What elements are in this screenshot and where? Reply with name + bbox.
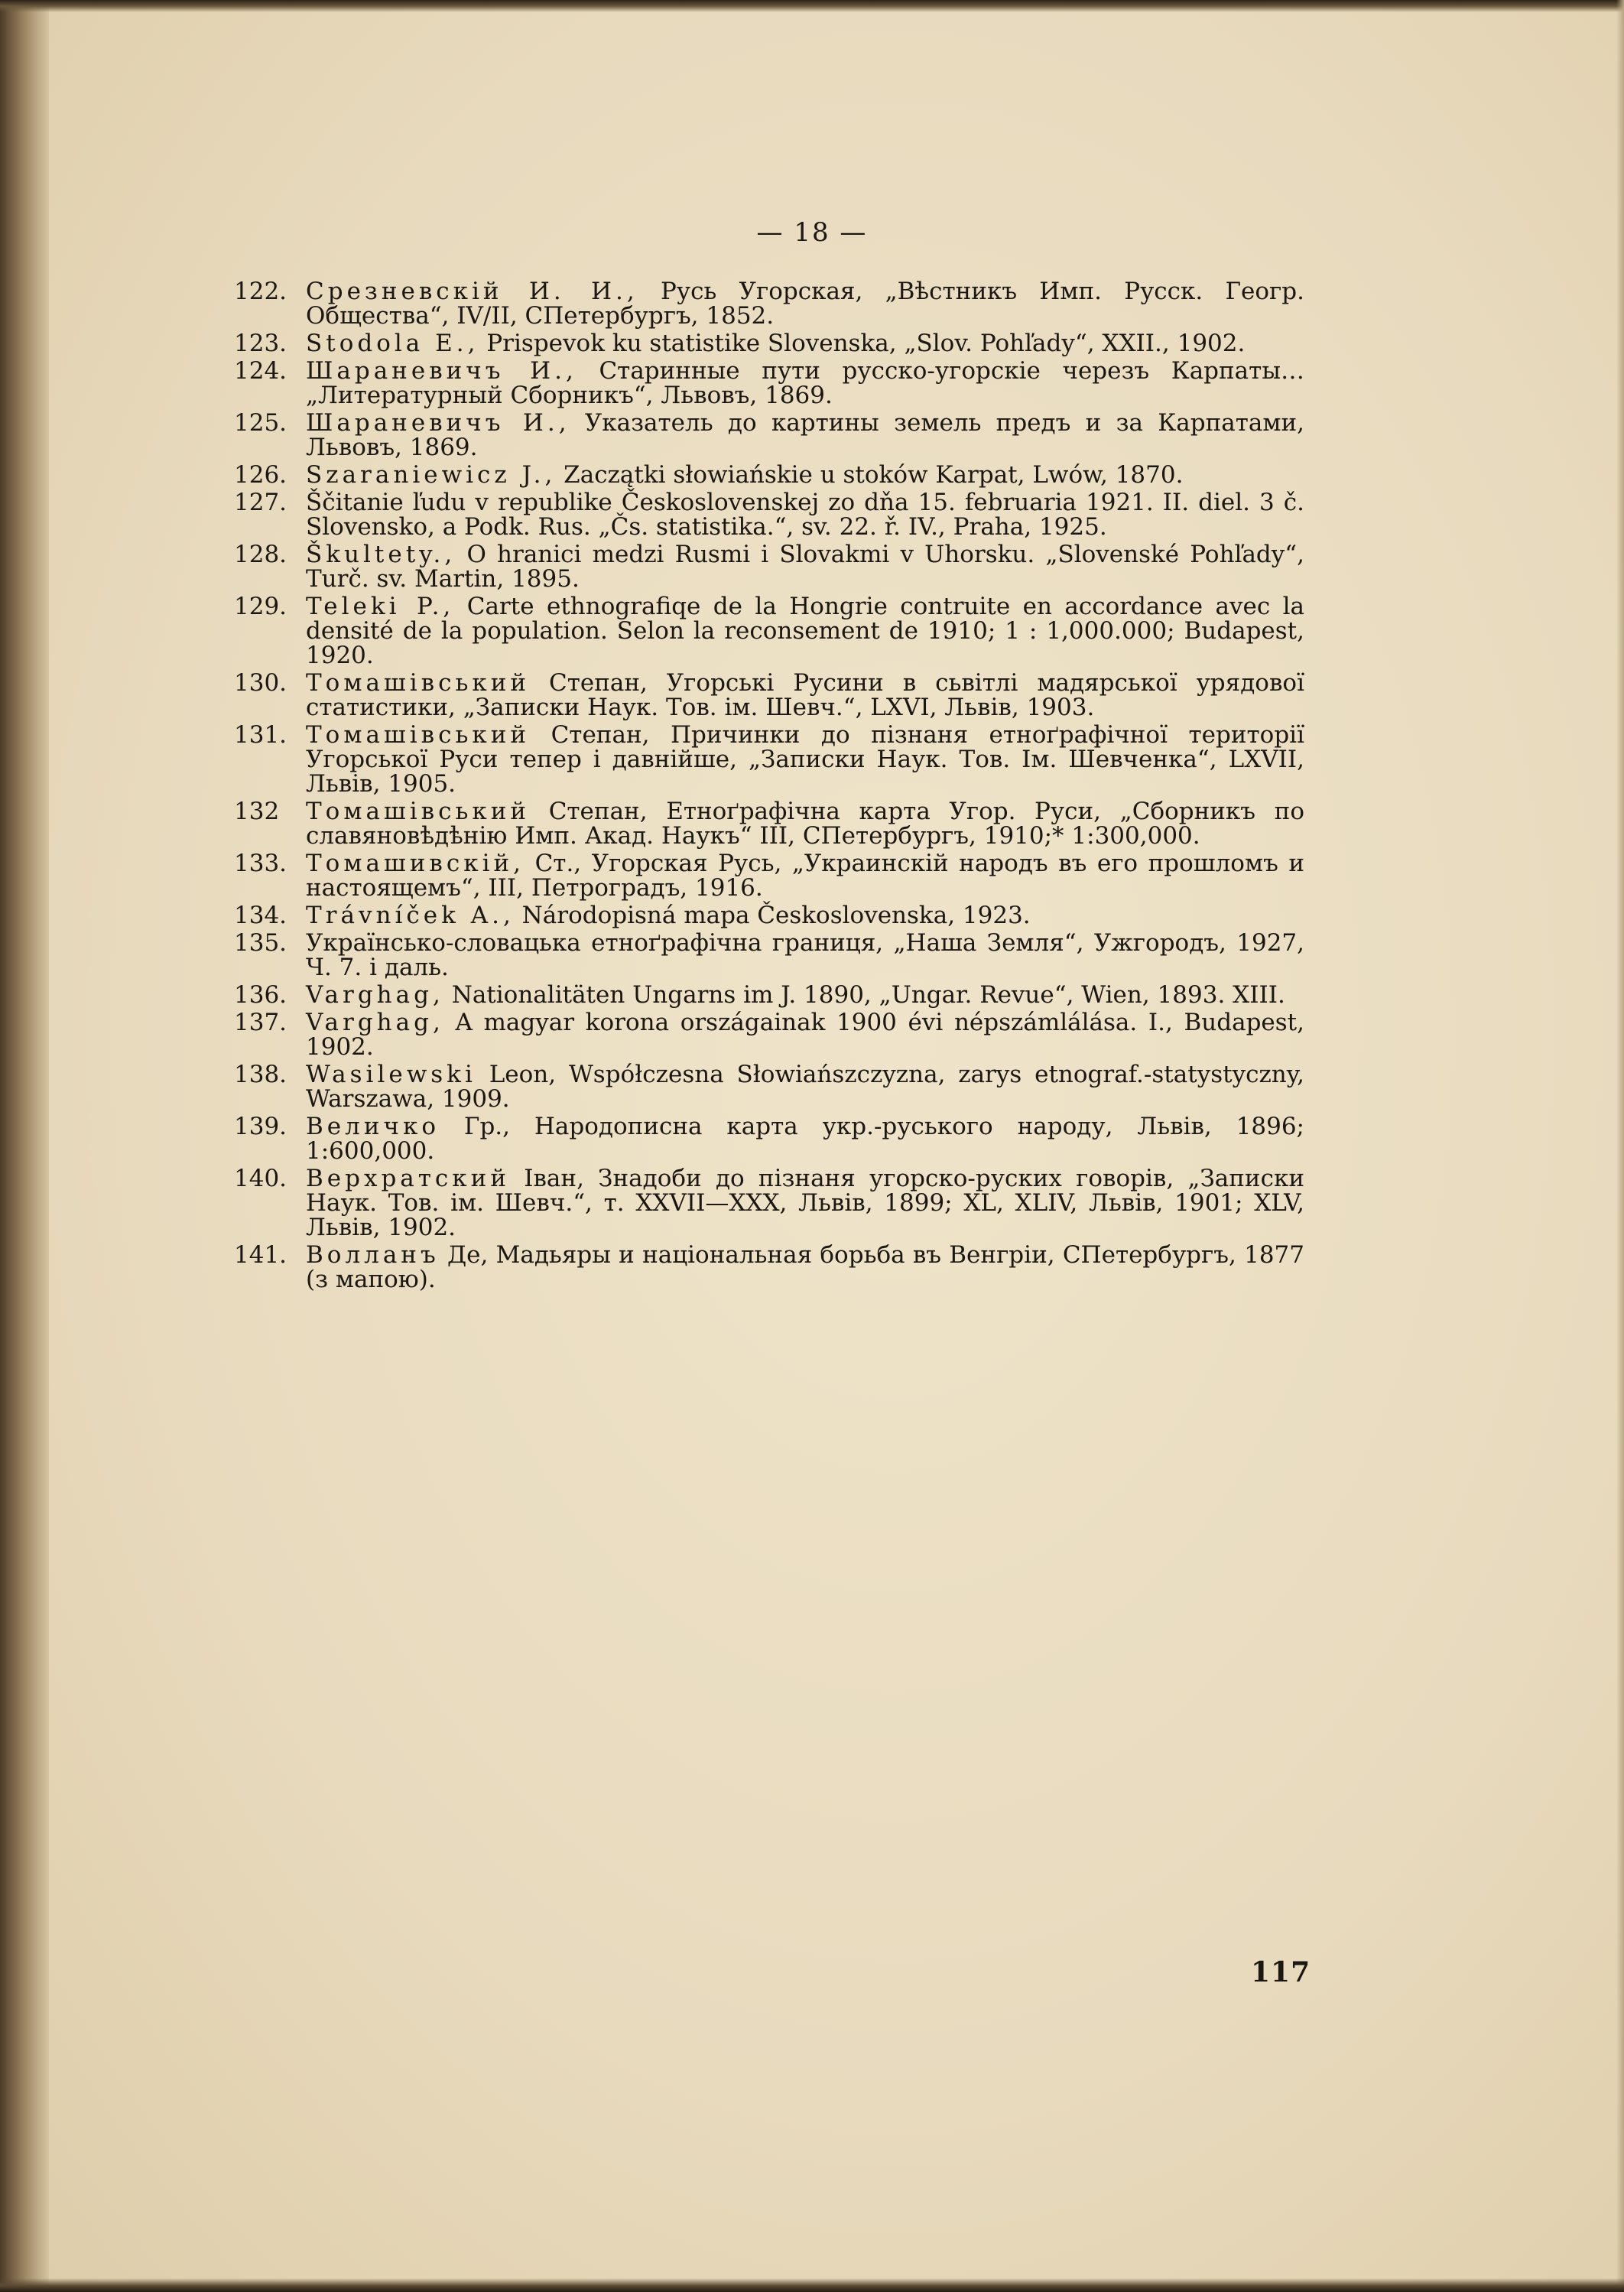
entry-number: 128.: [234, 541, 287, 568]
page-right-edge: [1616, 0, 1624, 2292]
entry-text: Zaczątki słowiańskie u stoków Karpat, Lwów, 1870.: [556, 461, 1184, 489]
entry-author: Szaraniewicz J.,: [306, 461, 557, 489]
bibliography-entry-126: [234, 463, 1304, 487]
entry-number: 131.: [234, 721, 287, 749]
entry-text: Národopisná mapa Československa, 1923.: [514, 902, 1031, 929]
bibliography-entry-128: [234, 542, 1304, 591]
entry-text: Іван, Знадоби до пізнаня угорско-руских говорів, „Записки Наук. Тов. ім. Шевч.“, т. XXVII—XXX, Львів, 1899; XL, XLIV, Львів, 1901; XLV, Львів, 1902.: [306, 1165, 1304, 1241]
bibliography-entry-125: [234, 411, 1304, 460]
entry-number: 129.: [234, 593, 287, 620]
entry-number: 141.: [234, 1241, 287, 1269]
bibliography-entry-132: [234, 799, 1304, 848]
bibliography-entry-133: [234, 851, 1304, 900]
entry-text: Carte ethnografiqe de la Hongrie contruite en accordance avec la densité de la population. Selon la reconsement de 1910; 1 : 1,000.000; Budapest, 1920.: [306, 593, 1304, 669]
entry-number: 124.: [234, 357, 287, 385]
entry-text: Старинные пути русско-угорскіе черезъ Карпаты… „Литературный Сборникъ“, Львовъ, 1869.: [306, 357, 1304, 409]
page-gutter-shadow: [0, 0, 49, 2292]
page-number: 117: [1251, 1956, 1311, 1988]
bibliography-entry-137: [234, 1010, 1304, 1059]
entry-number: 136.: [234, 981, 287, 1009]
bibliography-entry-122: [234, 279, 1304, 328]
bibliography-entry-134: [234, 903, 1304, 928]
bibliography-entry-130: [234, 671, 1304, 720]
entry-number: 132: [234, 798, 280, 825]
entry-text: Ст., Угорская Русь, „Украинскій народъ въ его прошломъ и настоящемъ“, III, Петроградъ, 1916.: [306, 850, 1304, 902]
bibliography-entry-129: [234, 594, 1304, 668]
bibliography-entry-131: [234, 723, 1304, 796]
entry-number: 125.: [234, 409, 287, 437]
bibliography-entry-141: [234, 1243, 1304, 1292]
entry-text: Ščitanie ľudu v republike Československej zo dňa 15. februaria 1921. II. diel. 3 č. Slovensko, a Podk. Rus. „Čs. statistika.“, sv. 22. ř. IV., Praha, 1925.: [306, 489, 1304, 541]
entry-author: Срезневскій И. И.,: [306, 278, 638, 305]
entry-text: Степан, Причинки до пізнаня етноґрафічної території Угорської Руси тепер і давнійше, „Записки Наук. Тов. Ім. Шевченка“, LXVII, Львів, 1905.: [306, 721, 1304, 798]
entry-text: Де, Мадьяры и національная борьба въ Венгріи, СПетербургъ, 1877 (з мапою).: [306, 1241, 1304, 1293]
entry-author: Волланъ: [306, 1241, 440, 1269]
running-head: — 18 —: [756, 217, 868, 248]
entry-author: Varghag,: [306, 1009, 444, 1036]
bibliography-entry-138: [234, 1062, 1304, 1111]
bibliography-entry-124: [234, 359, 1304, 408]
entry-author: Stodola E.,: [306, 330, 479, 357]
entry-author: Томашівський: [306, 721, 531, 749]
entry-number: 138.: [234, 1061, 287, 1088]
entry-author: Томашівський: [306, 798, 531, 825]
entry-author: Wasilewski: [306, 1061, 476, 1088]
page-top-edge: [0, 0, 1624, 12]
entry-text: A magyar korona országainak 1900 évi népszámlálása. I., Budapest, 1902.: [306, 1009, 1304, 1061]
bibliography-entry-127: [234, 490, 1304, 539]
entry-number: 130.: [234, 669, 287, 697]
entry-author: Верхратский: [306, 1165, 510, 1192]
page-bottom-edge: [0, 2278, 1624, 2292]
entry-number: 139.: [234, 1113, 287, 1140]
entry-author: Škultety.,: [306, 541, 456, 568]
entry-number: 133.: [234, 850, 287, 877]
bibliography-list: [234, 279, 1304, 1295]
entry-author: Varghag,: [306, 981, 444, 1009]
entry-author: Trávníček A.,: [306, 902, 515, 929]
bibliography-entry-123: [234, 331, 1304, 356]
entry-number: 137.: [234, 1009, 287, 1036]
entry-number: 135.: [234, 929, 287, 957]
bibliography-entry-139: [234, 1114, 1304, 1163]
entry-text: O hranici medzi Rusmi i Slovakmi v Uhorsku. „Slovenské Pohľady“, Turč. sv. Martin, 1895.: [306, 541, 1304, 593]
entry-text: Степан, Етноґрафічна карта Угор. Руси, „Сборникъ по славяновѣдѣнію Имп. Акад. Наукъ“ III, СПетербургъ, 1910;* 1:300,000.: [306, 798, 1304, 850]
entry-number: 126.: [234, 461, 287, 489]
bibliography-entry-140: [234, 1166, 1304, 1240]
entry-author: Шараневичъ И.,: [306, 357, 577, 385]
entry-number: 127.: [234, 489, 287, 516]
entry-author: Томашівський: [306, 669, 531, 697]
entry-text: Prispevok ku statistike Slovenska, „Slov. Pohľady“, XXII., 1902.: [479, 330, 1246, 357]
entry-text: Указатель до картины земель предъ и за Карпатами, Львовъ, 1869.: [306, 409, 1304, 461]
bibliography-entry-135: [234, 931, 1304, 980]
entry-text: Leon, Współczesna Słowiańszczyzna, zarys etnograf.-statystyczny, Warszawa, 1909.: [306, 1061, 1304, 1113]
entry-author: Величко: [306, 1113, 440, 1140]
entry-author: Шараневичъ И.,: [306, 409, 570, 437]
entry-author: Teleki P.,: [306, 593, 455, 620]
entry-number: 123.: [234, 330, 287, 357]
entry-text: Nationalitäten Ungarns im J. 1890, „Ungar. Revue“, Wien, 1893. XIII.: [443, 981, 1285, 1009]
entry-text: Русь Угорская, „Вѣстникъ Имп. Русск. Геогр. Общества“, IV/II, СПетербургъ, 1852.: [306, 278, 1304, 330]
entry-text: Гр., Народописна карта укр.-руського народу, Львів, 1896; 1:600,000.: [306, 1113, 1304, 1165]
entry-text: Українсько-словацька етноґрафічна границя, „Наша Земля“, Ужгородъ, 1927, Ч. 7. і даль.: [306, 929, 1304, 981]
bibliography-entry-136: [234, 983, 1304, 1007]
entry-number: 122.: [234, 278, 287, 305]
entry-number: 134.: [234, 902, 287, 929]
entry-number: 140.: [234, 1165, 287, 1192]
entry-text: Степан, Угорські Русини в сьвітлі мадярської урядової статистики, „Записки Наук. Тов. ім. Шевч.“, LXVI, Львів, 1903.: [306, 669, 1304, 721]
entry-author: Томашивскій,: [306, 850, 525, 877]
